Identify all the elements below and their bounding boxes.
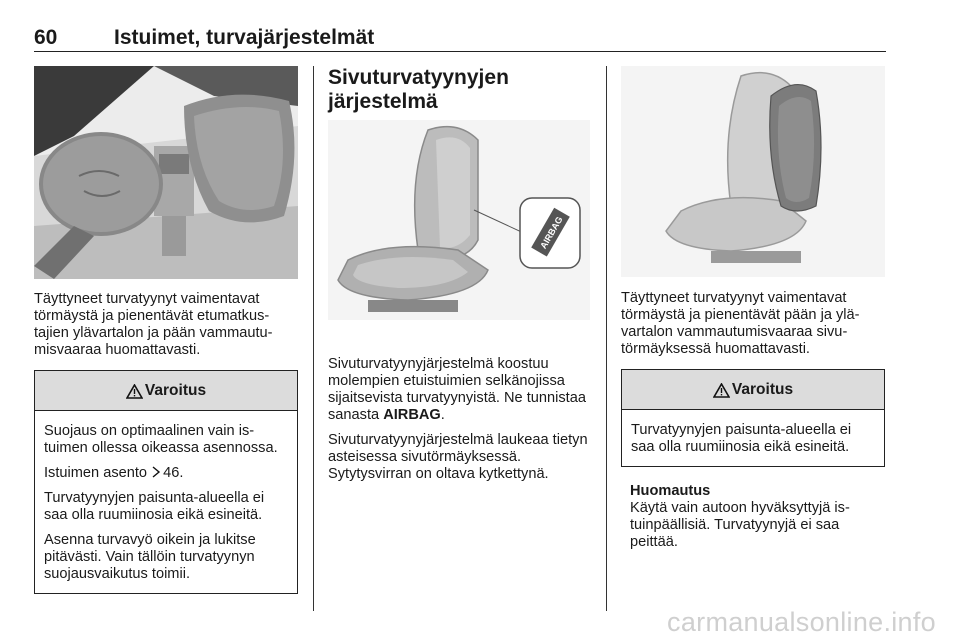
note-title: Huomautus (630, 483, 711, 499)
warning-triangle-icon (713, 383, 730, 398)
page-reference[interactable]: 46. (163, 465, 184, 481)
warning-header (35, 371, 297, 411)
watermark: carmanualsonline.info (667, 607, 936, 637)
warning-text: Turvatyynyjen paisunta-alueella ei saa olla ruumiinosia eikä esineitä. (631, 422, 852, 455)
airbag-term: AIRBAG (383, 407, 441, 423)
warning-triangle-icon (126, 384, 143, 399)
warning-text: Turvatyynyjen paisunta-alueella ei saa olla ruumiinosia eikä esineitä. (44, 490, 265, 523)
caption: Täyttyneet turvatyynyt vaimentavat törmäystä ja pienentävät pään ja ylävartalon vammautumisvaaraa sivutörmäyksessä huomattavasti. (621, 290, 860, 357)
section-body (328, 356, 590, 483)
column-middle (328, 66, 590, 483)
warning-title: Varoitus (731, 380, 794, 398)
warning-text-ref: Istuimen asento 46. (44, 465, 184, 481)
warning-header (622, 370, 884, 410)
body-paragraph: Sivuturvatyynyjärjestelmä laukeaa tietyn asteisessa sivutörmäyksessä. Sytytysvirran on oltava kytkettynä. (328, 432, 588, 482)
page-number: 60 (34, 26, 58, 49)
note (621, 483, 885, 551)
page-title: Istuimet, turvajärjestelmät (114, 26, 375, 49)
warning-title: Varoitus (144, 381, 207, 399)
airbag-label: AIRBAG (538, 214, 565, 251)
note-text: Käytä vain autoon hyväksyttyjä istuinpäällisiä. Turvatyynyjä ei saa peittää. (630, 500, 850, 550)
page-reference-icon (151, 466, 161, 478)
side-airbag-deployed-illustration (621, 66, 885, 277)
warning-text: Asenna turvavyö oikein ja lukitse pitävästi. Vain tällöin turvatyynyn suojausvaikutus toimii. (44, 532, 256, 582)
column-left (34, 66, 298, 594)
column-divider (606, 66, 607, 611)
section-heading: Sivuturvatyynyjen järjestelmä (328, 66, 509, 113)
page-header (34, 26, 886, 52)
column-right (621, 66, 885, 551)
warning-body (622, 410, 884, 466)
warning-box (34, 370, 298, 594)
warning-text: Suojaus on optimaalinen vain istuimen ollessa oikeassa asennossa. (44, 423, 278, 456)
seat-airbag-label-illustration (328, 120, 590, 320)
caption: Täyttyneet turvatyynyt vaimentavat törmäystä ja pienentävät etumatkustajien ylävartalon ja pään vammautumisvaaraa huomattavasti. (34, 291, 273, 358)
front-airbags-illustration (34, 66, 298, 279)
column-divider (313, 66, 314, 611)
warning-box (621, 369, 885, 467)
body-paragraph: Sivuturvatyynyjärjestelmä koostuu molempien etuistuimien selkänojissa sijaitsevista turvatyynyistä. Ne tunnistaa sanasta AIRBAG. (328, 356, 586, 423)
warning-body (35, 411, 297, 593)
